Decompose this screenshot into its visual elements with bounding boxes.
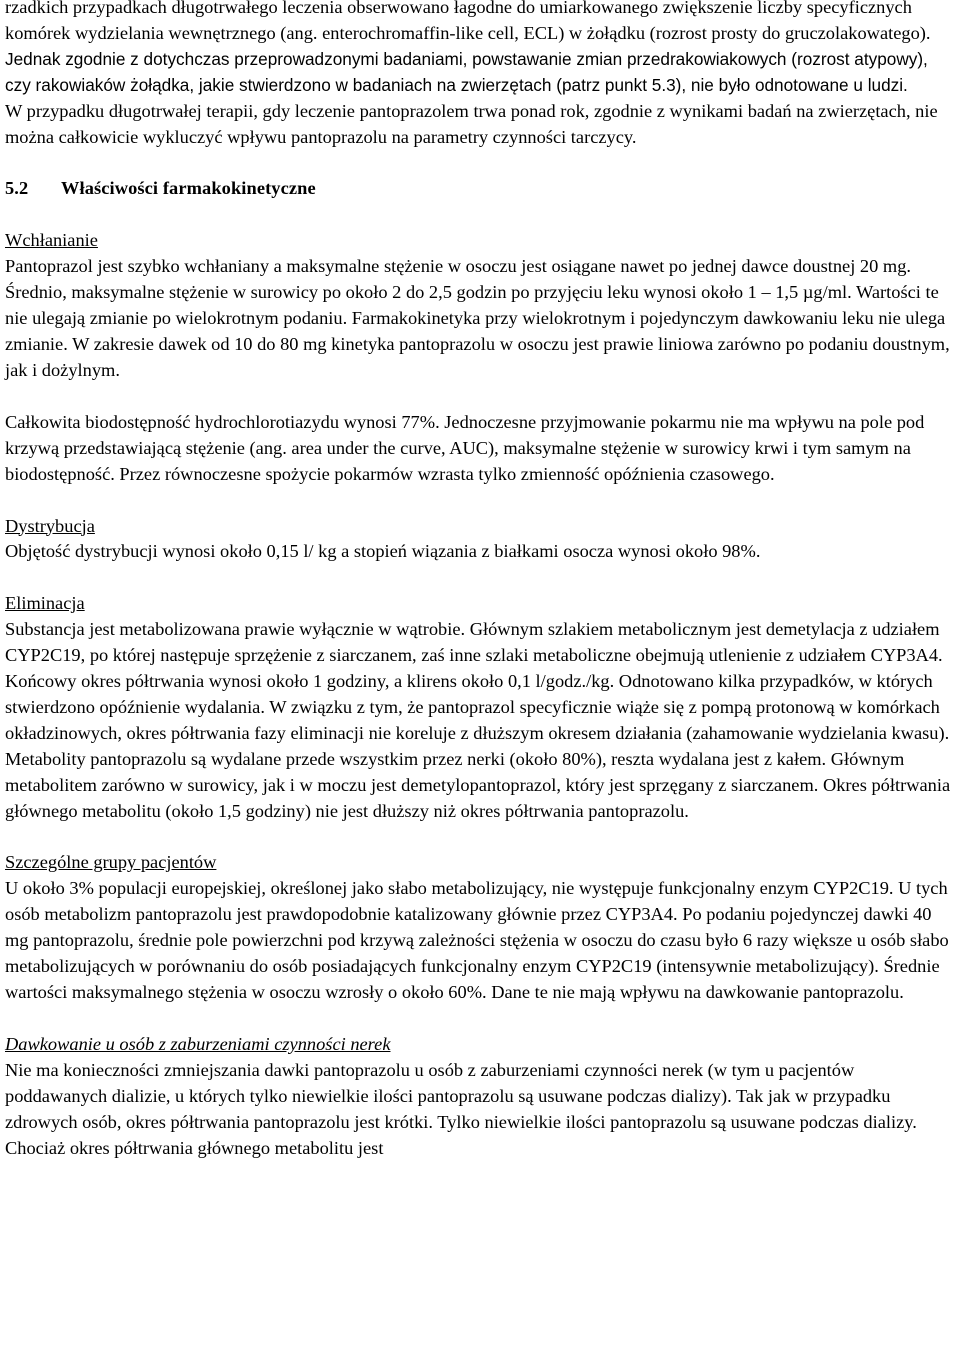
section-title: Właściwości farmakokinetyczne [61, 178, 316, 199]
distribution-paragraph: Objętość dystrybucji wynosi około 0,15 l/ kg a stopień wiązania z białkami osocza wynosi około 98%. [5, 541, 761, 562]
absorption-paragraph-1: Pantoprazol jest szybko wchłaniany a maksymalne stężenie w osoczu jest osiągane nawet po jednej dawce doustnej 20 mg. Średnio, maksymalne stężenie w surowicy po około 2 do 2,5 godzin po przyjęciu leku wynosi około 1 – 1,5 µg/ml. Wartości te nie ulegają zmianie po wielokrotnym podaniu. Farmakokinetyka przy wielokrotnym i pojedynczym dawkowaniu leku nie ulega zmianie. W zakresie dawek od 10 do 80 mg kinetyka pantoprazolu w osoczu jest prawie liniowa zarówno po podaniu doustnym, jak i dożylnym. [5, 256, 950, 380]
intro-text-sans: Jednak zgodnie z dotychczas przeprowadzonymi badaniami, powstawanie zmian przedrakowiakowych (rozrost atypowy), czy rakowiaków żołądka, jakie stwierdzono w badaniach na zwierzętach (patrz punkt 5.3), nie było odnotowane u ludzi. [5, 48, 928, 95]
absorption-paragraph-2: Całkowita biodostępność hydrochlorotiazydu wynosi 77%. Jednoczesne przyjmowanie pokarmu nie ma wpływu na pole pod krzywą przedstawiającą stężenie (ang. area under the curve, AUC), maksymalne stężenie w surowicy krwi i tym samym na biodostępność. Przez równoczesne spożycie pokarmów wzrasta tylko zmienność opóźnienia czasowego. [5, 411, 925, 484]
intro-paragraph-2: W przypadku długotrwałej terapii, gdy leczenie pantoprazolem trwa ponad rok, zgodnie z wynikami badań na zwierzętach, nie można całkowicie wykluczyć wpływu pantoprazolu na parametry czynności tarczycy. [5, 100, 938, 147]
renal-heading: Dawkowanie u osób z zaburzeniami czynności nerek [5, 1033, 391, 1054]
elimination-heading: Eliminacja [5, 593, 85, 614]
special-groups-paragraph: U około 3% populacji europejskiej, określonej jako słabo metabolizujący, nie występuje funkcjonalny enzym CYP2C19. U tych osób metabolizm pantoprazolu jest prawdopodobnie katalizowany głównie przez CYP3A4. Po podaniu pojedynczej dawki 40 mg pantoprazolu, średnie pole powierzchni pod krzywą zależności stężenia w osoczu do czasu było 6 razy większe u osób słabo metabolizujących w porównaniu do osób posiadających funkcjonalny enzym CYP2C19 (intensywnie metabolizujący). Średnie wartości maksymalnego stężenia w osoczu wzrosły o około 60%. Dane te nie mają wpływu na dawkowanie pantoprazolu. [5, 878, 949, 1002]
distribution-heading: Dystrybucja [5, 515, 95, 536]
absorption-heading: Wchłanianie [5, 230, 98, 251]
elimination-paragraph-2: Metabolity pantoprazolu są wydalane przede wszystkim przez nerki (około 80%), reszta wydalana jest z kałem. Głównym metabolitem zarówno w surowicy, jak i w moczu jest demetylopantoprazol, który jest sprzęgany z siarczanem. Okres półtrwania głównego metabolitu (około 1,5 godziny) nie jest dłuższy niż okres półtrwania pantoprazolu. [5, 748, 951, 821]
renal-paragraph: Nie ma konieczności zmniejszania dawki pantoprazolu u osób z zaburzeniami czynności nerek (w tym u pacjentów poddawanych dializie, u których tylko niewielkie ilości pantoprazolu są usuwane podczas dializy). Tak jak w przypadku zdrowych osób, okres półtrwania pantoprazolu jest krótki. Tylko niewielkie ilości pantoprazolu są usuwane podczas dializy. Chociaż okres półtrwania głównego metabolitu jest [5, 1059, 917, 1158]
special-groups-heading: Szczególne grupy pacjentów [5, 852, 217, 873]
elimination-paragraph-1: Substancja jest metabolizowana prawie wyłącznie w wątrobie. Głównym szlakiem metabolicznym jest demetylacja z udziałem CYP2C19, po której następuje sprzężenie z siarczanem, zaś inne szlaki metaboliczne obejmują utlenienie z udziałem CYP3A4. Końcowy okres półtrwania wynosi około 1 godziny, a klirens około 0,1 l/godz./kg. Odnotowano kilka przypadków, w których stwierdzono opóźnienie wydalania. W związku z tym, że pantoprazol specyficznie wiąże się z pompą protonową w komórkach okładzinowych, okres półtrwania fazy eliminacji nie koreluje z dłuższym okresem działania (zahamowanie wydzielania kwasu). [5, 619, 950, 743]
section-heading [5, 176, 955, 202]
section-number: 5.2 [5, 178, 29, 199]
intro-text-serif: rzadkich przypadkach długotrwałego leczenia obserwowano łagodne do umiarkowanego zwiększenie liczby specyficznych komórek wydzielania wewnętrznego (ang. enterochromaffin-like cell, ECL) w żołądku (rozrost prosty do gruczolakowatego). [5, 0, 931, 43]
intro-paragraph-1 [5, 0, 955, 99]
document-page [5, 0, 955, 1161]
